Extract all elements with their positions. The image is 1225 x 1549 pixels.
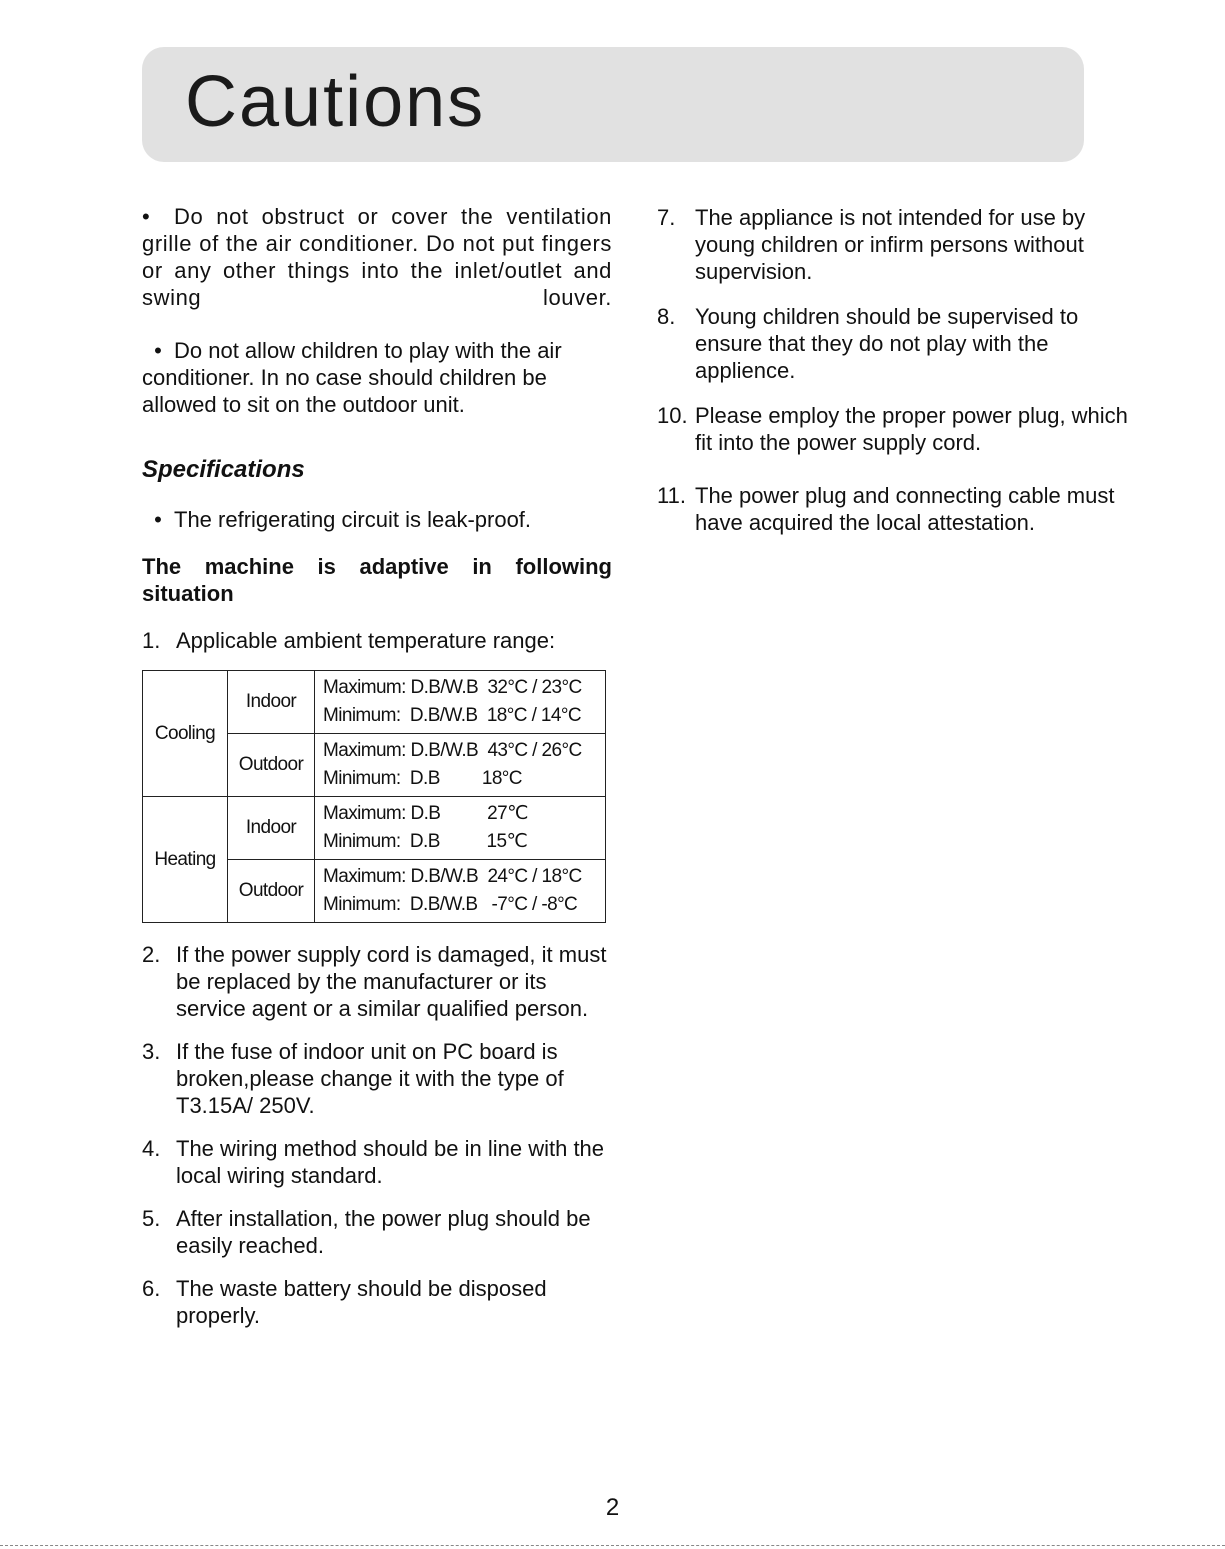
bullet-icon: • [154,507,162,532]
temperature-range-table [142,670,606,923]
specifications-heading: Specifications [142,456,305,483]
list-item [657,402,1137,456]
bullet-icon: • [154,338,162,363]
bullet-leak-proof [142,506,612,533]
max-value: Maximum: D.B/W.B 32°C / 23°C [323,677,582,698]
item-text: After installation, the power plug should be easily reached. [176,1206,591,1258]
list-item [657,204,1137,285]
max-value: Maximum: D.B/W.B 24°C / 18°C [323,866,582,887]
bullet-ventilation [142,203,612,311]
right-column [657,204,1137,536]
item-text: If the fuse of indoor unit on PC board is broken,please change it with the type of T3.15A/ 250V. [176,1039,564,1118]
min-value: Minimum: D.B 15℃ [323,831,528,852]
item-text: Please employ the proper power plug, which fit into the power supply cord. [695,403,1128,455]
bullet-text: Do not allow children to play with the air conditioner. In no case should children be allowed to sit on the outdoor unit. [142,338,562,417]
bottom-divider [0,1545,1225,1546]
heating-indoor-values [315,797,606,860]
bullet-children [142,337,612,418]
list-item [142,627,612,654]
page-number: 2 [605,1494,620,1521]
list-item [657,482,1137,536]
min-value: Minimum: D.B/W.B 18°C / 14°C [323,705,581,726]
item-number: 5. [142,1206,161,1231]
item-number: 11. [657,483,686,508]
bullet-text: The refrigerating circuit is leak-proof. [174,507,532,532]
item-text: The wiring method should be in line with the local wiring standard. [176,1136,605,1188]
item-text: Applicable ambient temperature range: [176,628,556,653]
min-value: Minimum: D.B 18°C [323,768,522,789]
cooling-indoor-values [315,671,606,734]
item-text: If the power supply cord is damaged, it must be replaced by the manufacturer or its service agent or a similar qualified person. [176,942,607,1021]
location-outdoor: Outdoor [228,860,315,923]
page-title: Cautions [185,62,486,142]
item-number: 6. [142,1276,161,1301]
item-number: 1. [142,628,161,653]
item-text: The waste battery should be disposed properly. [176,1276,547,1328]
min-value: Minimum: D.B/W.B -7°C / -8°C [323,894,578,915]
item-number: 3. [142,1039,161,1064]
mode-heating: Heating [143,797,228,923]
item-number: 4. [142,1136,161,1161]
item-text: The appliance is not intended for use by young children or infirm persons without supervision. [695,205,1086,284]
item-text: The power plug and connecting cable must have acquired the local attestation. [695,483,1115,535]
list-item [657,303,1137,384]
item-text: Young children should be supervised to ensure that they do not play with the applience. [695,304,1079,383]
left-column [142,203,612,1329]
cooling-outdoor-values [315,734,606,797]
list-item [142,1135,612,1189]
max-value: Maximum: D.B 27℃ [323,803,528,824]
list-item [142,1038,612,1119]
adaptive-heading: The machine is adaptive in following situation [142,554,612,606]
list-item [142,1275,612,1329]
item-number: 2. [142,942,161,967]
location-outdoor: Outdoor [228,734,315,797]
location-indoor: Indoor [228,797,315,860]
bullet-icon: • [142,204,151,229]
item-number: 10. [657,403,688,428]
max-value: Maximum: D.B/W.B 43°C / 26°C [323,740,582,761]
title-banner [142,47,1084,162]
mode-cooling: Cooling [143,671,228,797]
bullet-text: Do not obstruct or cover the ventilation grille of the air conditioner. Do not put fingers or any other things into the inlet/outlet and swing louver. [142,204,612,310]
item-number: 7. [657,205,676,230]
location-indoor: Indoor [228,671,315,734]
list-item [142,941,612,1022]
item-number: 8. [657,304,676,329]
list-item [142,1205,612,1259]
heating-outdoor-values [315,860,606,923]
